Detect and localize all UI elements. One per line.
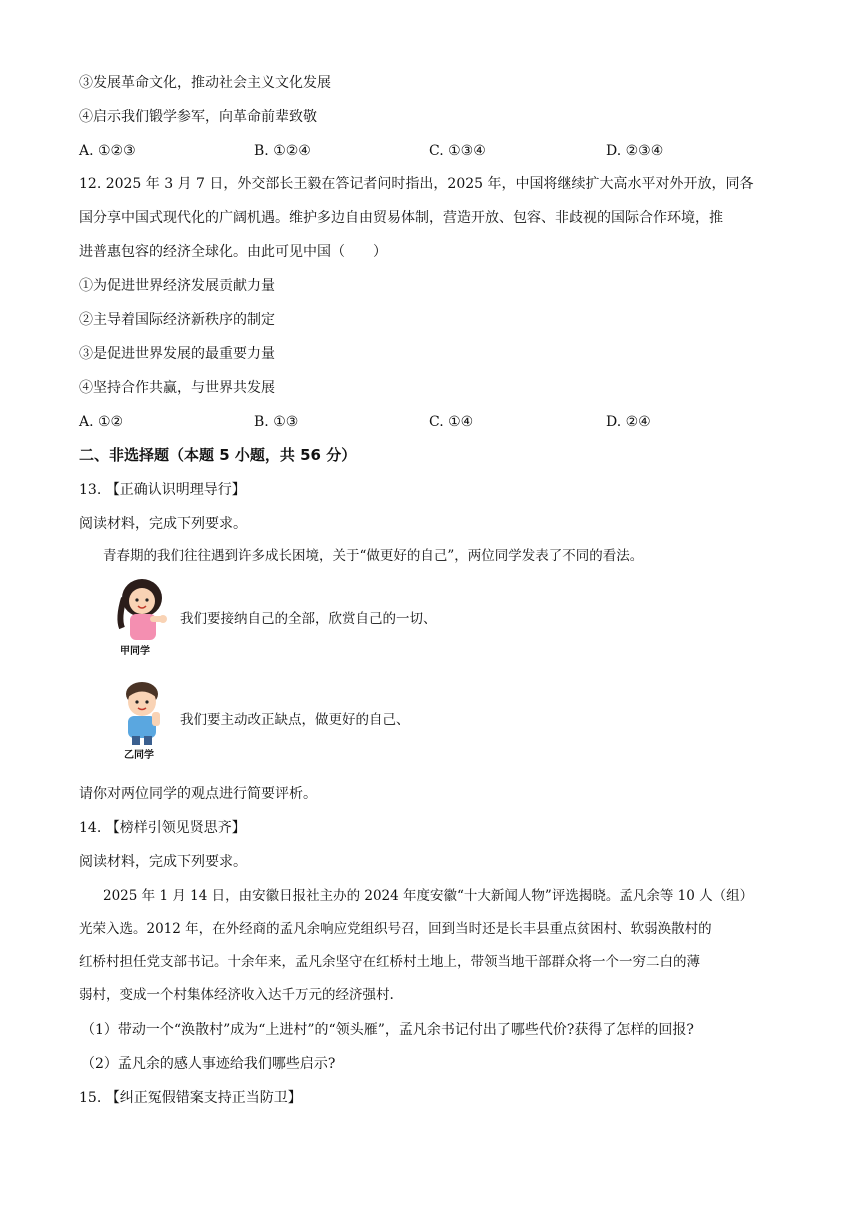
q11-option-d: D. ②③④ (606, 143, 664, 159)
q13-instruction: 阅读材料，完成下列要求。 (79, 516, 247, 532)
q13-intro: 青春期的我们往往遇到许多成长困境，关于“做更好的自己”，两位同学发表了不同的看法。 (103, 548, 644, 564)
q14-material-line-3: 红桥村担任党支部书记。十余年来，孟凡余坚守在红桥村土地上，带领当地干部群众将一个一穷二白的薄 (79, 954, 700, 970)
student-b-caption: 乙同学 (124, 750, 154, 761)
q12-stem-line-2: 国分享中国式现代化的广阔机遇。维护多边自由贸易体制，营造开放、包容、非歧视的国际合作环境，推 (79, 210, 723, 226)
q12-option-a: A. ①② (79, 414, 124, 430)
q12-option-d: D. ②④ (606, 414, 651, 430)
q12-stem-line-3: 进普惠包容的经济全球化。由此可见中国（ ） (79, 244, 387, 260)
q15-title: 15. 【纠正冤假错案支持正当防卫】 (79, 1090, 302, 1106)
q14-sub-question-1: （1）带动一个“涣散村”成为“上进村”的“领头雁”，孟凡余书记付出了哪些代价?获得了怎样的回报? (81, 1022, 694, 1038)
boy-student-illustration (108, 676, 176, 746)
q14-material-line-1: 2025 年 1 月 14 日，由安徽日报社主办的 2024 年度安徽“十大新闻人物”评选揭晓。孟凡余等 10 人（组） (103, 888, 754, 904)
q14-sub-question-2: （2）孟凡余的感人事迹给我们哪些启示? (81, 1056, 336, 1072)
q11-item-4: ④启示我们锻学参军，向革命前辈致敬 (79, 109, 317, 125)
student-a-caption: 甲同学 (120, 646, 150, 657)
q11-option-a: A. ①②③ (79, 143, 136, 159)
q12-item-1: ①为促进世界经济发展贡献力量 (79, 278, 275, 294)
q13-question: 请你对两位同学的观点进行简要评析。 (79, 786, 317, 802)
student-a-quote: 我们要接纳自己的全部，欣赏自己的一切、 (180, 611, 437, 627)
q13-title: 13. 【正确认识明理导行】 (79, 482, 246, 498)
q12-option-b: B. ①③ (254, 414, 299, 430)
student-b-quote: 我们要主动改正缺点，做更好的自己、 (180, 712, 410, 728)
q14-material-line-2: 光荣入选。2012 年，在外经商的孟凡余响应党组织号召，回到当时还是长丰县重点贫困村、软弱涣散村的 (79, 921, 712, 937)
q12-option-c: C. ①④ (429, 414, 474, 430)
girl-student-illustration (108, 576, 176, 642)
q12-item-3: ③是促进世界发展的最重要力量 (79, 346, 275, 362)
q14-instruction: 阅读材料，完成下列要求。 (79, 854, 247, 870)
q11-option-b: B. ①②④ (254, 143, 311, 159)
q12-item-2: ②主导着国际经济新秩序的制定 (79, 312, 275, 328)
q11-option-c: C. ①③④ (429, 143, 486, 159)
q12-stem-line-1: 12. 2025 年 3 月 7 日，外交部长王毅在答记者问时指出，2025 年，中国将继续扩大高水平对外开放，同各 (79, 176, 754, 192)
section-title: 二、非选择题（本题 5 小题，共 56 分） (79, 446, 357, 464)
q12-item-4: ④坚持合作共赢，与世界共发展 (79, 380, 275, 396)
q14-title: 14. 【榜样引领见贤思齐】 (79, 820, 246, 836)
q11-item-3: ③发展革命文化，推动社会主义文化发展 (79, 75, 331, 91)
q14-material-line-4: 弱村，变成一个村集体经济收入达千万元的经济强村. (79, 987, 394, 1003)
